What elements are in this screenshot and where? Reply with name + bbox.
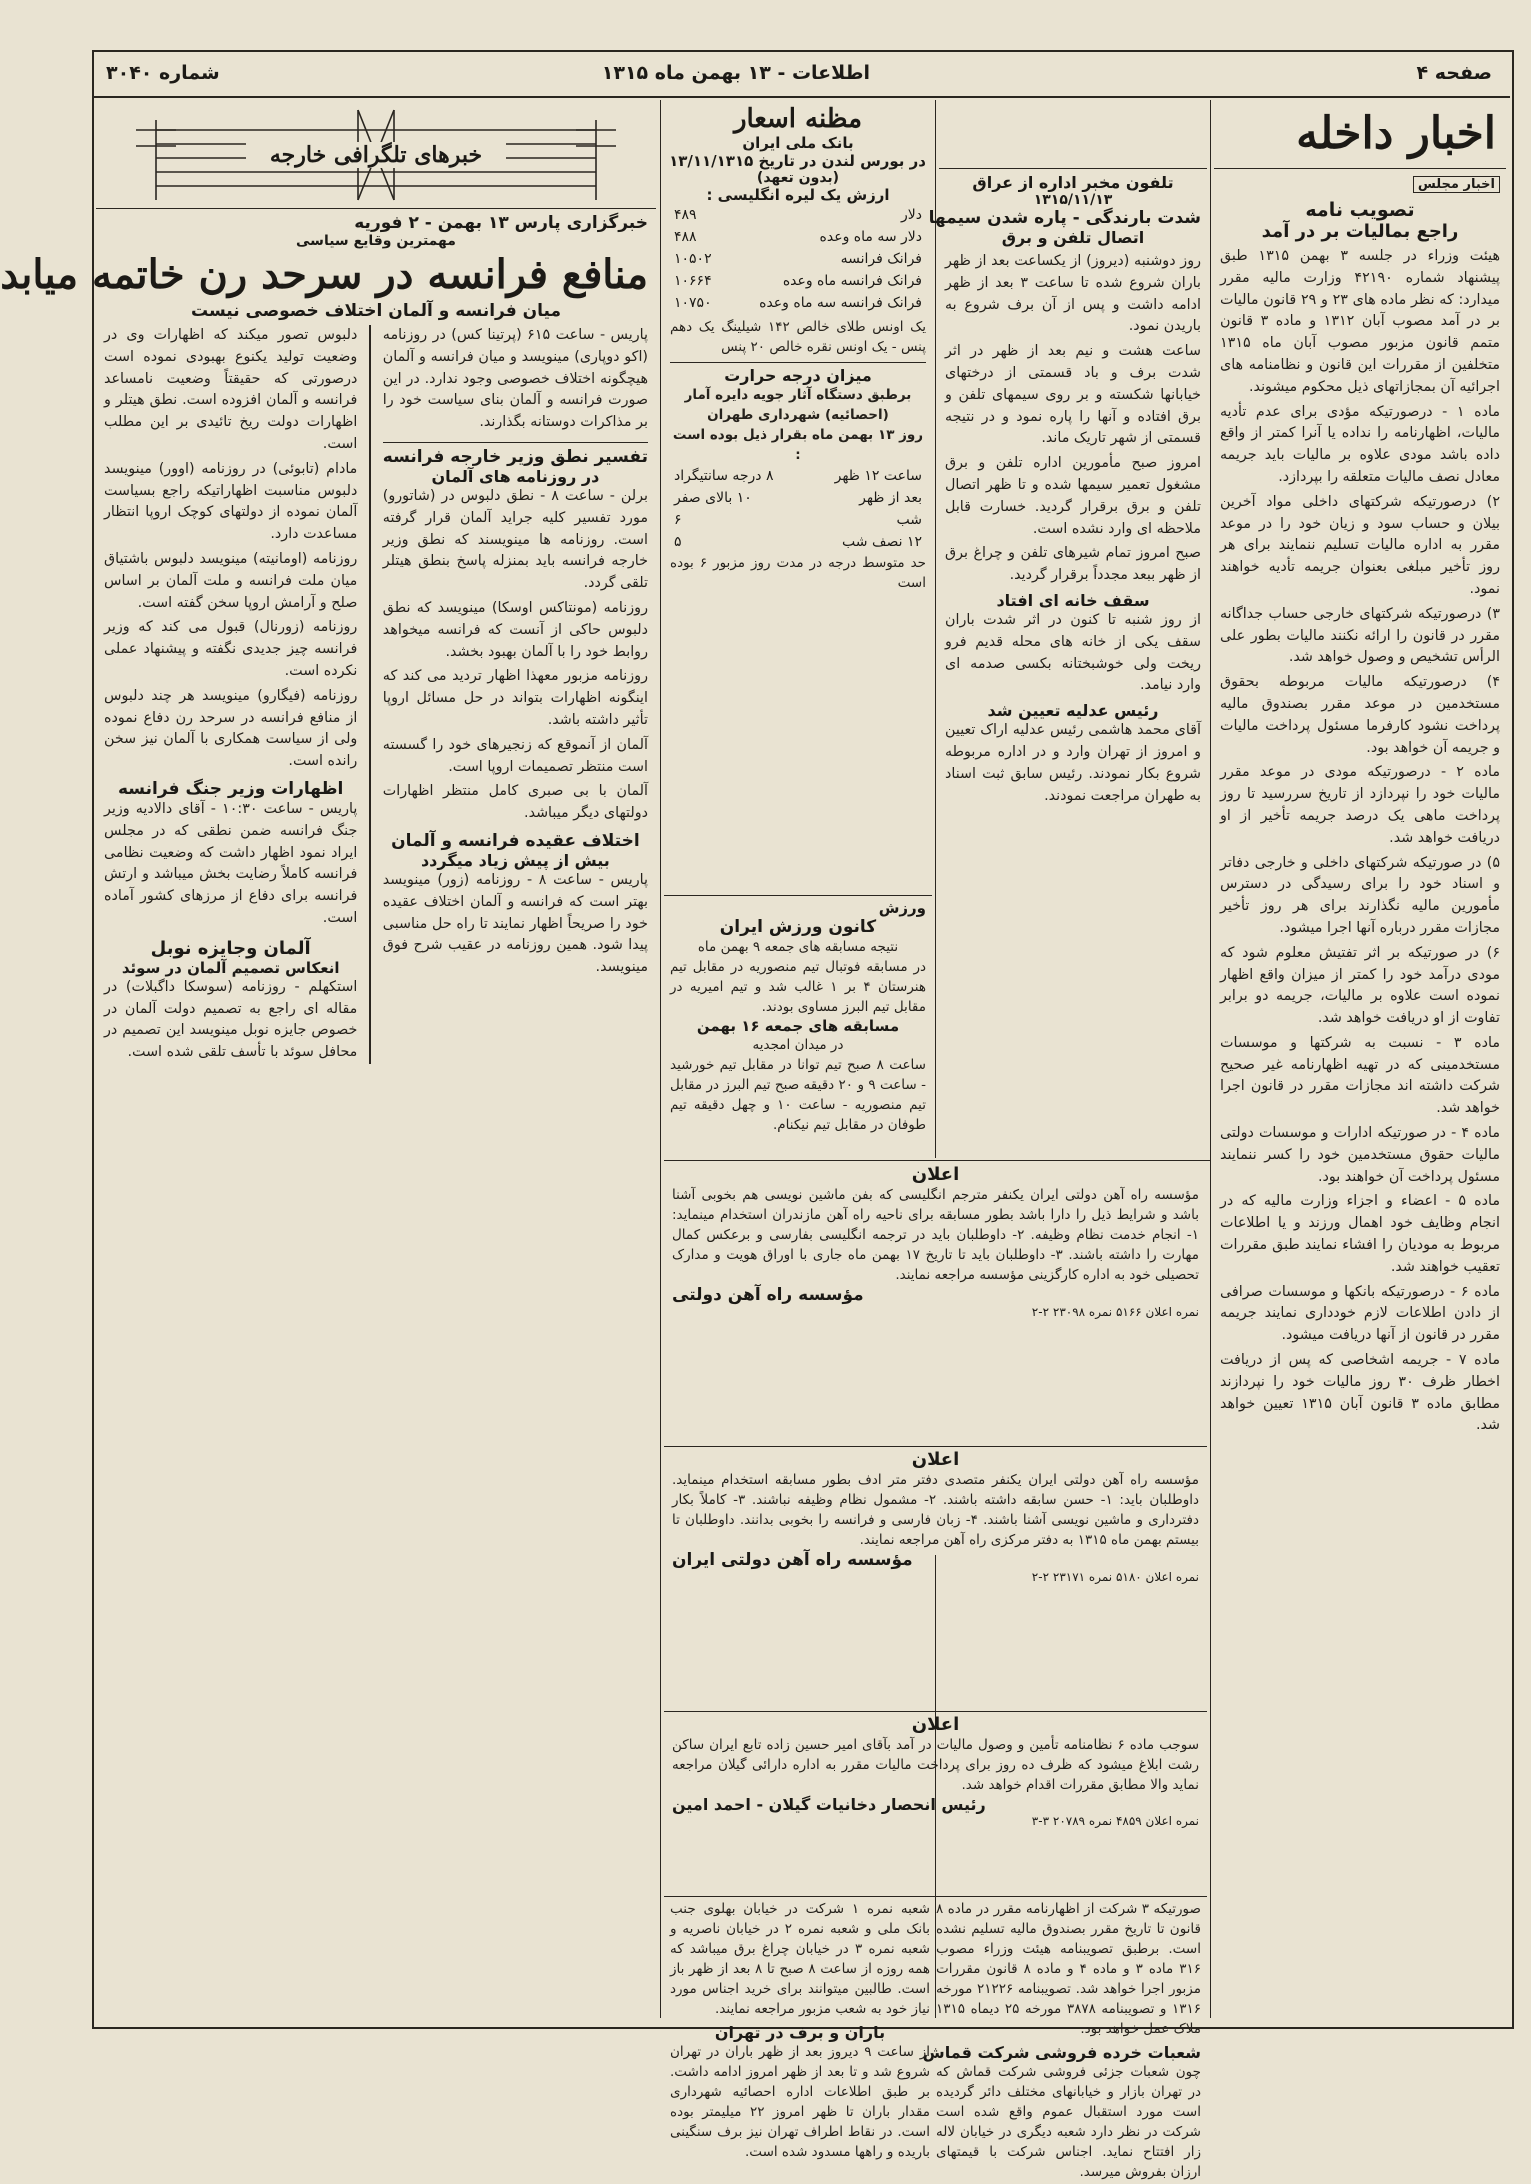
rate-label: فرانک فرانسه	[840, 251, 922, 267]
weather-time: بعد از ظهر	[859, 490, 922, 506]
foreign-paragraph: روزنامه (فیگارو) مینویسد هر چند دلبوس از منافع فرانسه در سرحد رن دفاع نموده ولی از سیاست همکاری با آلمان نیز سخن رانده است.	[104, 687, 358, 770]
rates-title: مظنه اسعار	[733, 104, 863, 134]
foreign-paragraph: آلمان با بی صبری کامل منتظر اظهارات دولتهای دیگر میباشد.	[382, 783, 648, 822]
foreign-paragraph: روزنامه (اومانیته) مینویسد دلبوس باشتیاق میان ملت فرانسه و ملت آلمان بر اساس صلح و آرامش اروپا سخن گفته است.	[104, 550, 358, 611]
iraq-paragraph: امروز صبح مأمورین اداره تلفن و برق مشغول تعمیر سیمها شده و تا ظهر اتصال تلفن و برق برقرار گردید. خسارت قابل ملاحظه ای وارد نشده است.	[945, 455, 1201, 537]
rate-label: فرانک فرانسه سه ماه وعده	[759, 295, 922, 311]
ad-5-text2: از ساعت ۹ دیروز بعد از ظهر باران در تهران شروع شد و تا بعد از ظهر امروز ادامه داشت. بر طبق اطلاعات اداره احصائیه شهرداری مقدار باران تا ظهر امروز ۲۲ میلیمتر بوده است. در نقاط اطراف تهران نیز برف سنگینی باریده و راهها مسدود شده است.	[670, 2044, 931, 2160]
foreign-body-3: پاریس - ساعت ۱۰:۳۰ - آقای دالادیه وزیر جنگ فرانسه ضمن نطقی که در مجلس ایراد نمود اظهار داشت که وضعیت نظامی فرانسه کاملاً رضایت بخش میباشد و ارتش فرانسه برای دفاع از مرزهای کشور آماده است.	[104, 800, 358, 926]
domestic-tag: اخبار مجلس	[1413, 176, 1500, 193]
law-paragraph: ۴) درصورتیکه مالیات مربوطه بحقوق مستخدمین در موعد مقرر بصندوق مالیه پرداخت نشود کارفرما مسئول پرداخت مالیات و جریمه آن خواهد بود.	[1220, 674, 1500, 756]
weather-value: ۵	[674, 534, 682, 550]
rates-sub2: در بورس لندن در تاریخ ۱۳/۱۱/۱۳۱۵	[669, 152, 926, 170]
foreign-kicker: مهمترین وقایع سیاسی	[296, 233, 456, 249]
foreign-paragraph: دلبوس تصور میکند که اظهارات وی در وضعیت تولید یکنوع بهبودی نموده است درصورتی که حقیقتاً وضعیت نامساعد فرانسه و آلمان افزوده است. نطق هیتلر و اظهارات دولت ریخ تائیدی بر این مطلب است.	[104, 327, 358, 452]
ad-3	[664, 1712, 1207, 1897]
ad-2-ref: نمره اعلان ۵۱۸۰ نمره ۲۳۱۷۱ ۲-۲	[1031, 1570, 1199, 1584]
foreign-paragraph: آلمان از آنموقع که زنجیرهای خود را گسسته است منتظر تصمیمات اروپا است.	[382, 736, 648, 775]
issue-number: شماره ۳۰۴۰	[106, 62, 220, 84]
law-paragraph: ماده ۶ - درصورتیکه بانکها و موسسات صرافی از دادن اطلاعات لازم خودداری نمایند جریمه مقرر در قانون از آنها دریافت میشود.	[1220, 1283, 1500, 1344]
law-paragraph: ماده ۲ - درصورتیکه مودی در موعد مقرر مالیات خود را نپردازد از تاریخ سررسید تا روز پرداخت ماهی یک درصد جریمه تأخیر از او دریافت خواهد شد.	[1220, 764, 1500, 846]
page-label: صفحه ۴	[1416, 62, 1492, 84]
weather-sub2: روز ۱۳ بهمن ماه بقرار ذیل بوده است :	[672, 427, 924, 463]
foreign-body-2	[383, 486, 648, 825]
foreign-paragraph: روزنامه (مونتاکس اوسکا) مینویسد که نطق دلبوس حاکی از آنست که فرانسه میخواهد روابط خود را با آلمان بهبود بخشد.	[382, 599, 648, 660]
iraq-paragraph: صبح امروز تمام شیرهای تلفن و چراغ برق از ظهر ببعد مجدداً برقرار گردید.	[945, 545, 1201, 584]
telegraph-banner	[96, 100, 656, 209]
iraq-date: ۱۳۱۵/۱۱/۱۳	[1033, 192, 1113, 208]
ad-5-text: شعبه نمره ۱ شرکت در خیابان بهلوی جنب بانک ملی و شعبه نمره ۲ در خیابان ناصریه و شعبه نمره ۳ در خیابان چراغ برق میباشد که همه روزه از ساعت ۸ صبح تا ۸ بعد از ظهر باز است. طالبین میتوانند برای خرید اجناس مورد نیاز خود به شعب مزبور مراجعه نمایند.	[670, 1901, 931, 2017]
sport-sub2: مسابقه های جمعه ۱۶ بهمن	[696, 1017, 900, 1035]
weather-row	[670, 509, 926, 531]
iraq-paragraph: ساعت هشت و نیم بعد از ظهر در اثر شدت برف و باد قسمتی از درختهای خیابانها شکسته و بر روی سیمهای تلفن و برق افتاده و آنها را پاره نمود و در نتیجه قسمتی از شهر تاریک ماند.	[945, 343, 1201, 447]
ad-2-head: اعلان	[911, 1449, 960, 1470]
weather-row	[670, 487, 926, 509]
rate-value: ۱۰۷۵۰	[674, 295, 712, 311]
weather-note: حد متوسط درجه در مدت روز مزبور ۶ بوده است	[670, 555, 926, 591]
foreign-lead: پاریس - ساعت ۶۱۵ (پرتینا کس) در روزنامه (اکو دوپاری) مینویسد و میان فرانسه و آلمان هیچگونه اختلاف خصوصی وجود ندارد. در این صورت فرانسه و آلمان بنای سیاست خود را بر مذاکرات دوستانه بگذارند.	[382, 327, 648, 431]
column-rule	[1210, 100, 1211, 2018]
foreign-subhead-3: اظهارات وزیر جنگ فرانسه	[118, 778, 344, 799]
ad-1-head: اعلان	[911, 1164, 960, 1185]
weather-table	[670, 465, 926, 553]
ad-3-footer: رئیس انحصار دخانیات گیلان - احمد امین	[672, 1795, 986, 1814]
ad-3-body: سوجب ماده ۶ نظامنامه تأمین و وصول مالیات در آمد بآقای امیر حسین زاده تابع ایران ساکن رشت ابلاغ میشود که ظرف ده روز برای پرداخت مالیات مقرر به اداره دارائی گیلان مراجعه نماید والا مطابق مقررات اقدام خواهد شد.	[672, 1737, 1200, 1793]
ad-1-ref: نمره اعلان ۵۱۶۶ نمره ۲۳۰۹۸ ۲-۲	[1031, 1305, 1199, 1319]
ad-2-footer: مؤسسه راه آهن دولتی ایران	[672, 1550, 913, 1570]
foreign-paragraph: روزنامه مزبور معهذا اظهار تردید می کند که اینگونه اظهارات بتواند در حل مسائل اروپا تأثیر داشته باشد.	[382, 668, 648, 728]
iraq-head: تلفون مخبر اداره از عراق	[972, 173, 1174, 192]
weather-time: ۱۲ نصف شب	[842, 534, 922, 550]
agency-line: خبرگزاری پارس ۱۳ بهمن - ۲ فوریه	[354, 213, 648, 233]
weather-time: شب	[896, 512, 922, 528]
gold-note: یک اونس طلای خالص ۱۴۲ شیلینگ یک دهم پنس - یک اونس نقره خالص ۲۰ پنس	[670, 319, 926, 355]
rate-value: ۱۰۶۶۴	[674, 273, 712, 289]
weather-row	[670, 531, 926, 553]
law-paragraph: ۵) در صورتیکه شرکتهای داخلی و خارجی دفاتر و اسناد خود را برای رسیدگی در دسترس مأمورین مالیه نگذارند برای هر روز تأخیر مجازات مقرر درباره آنها اجرا میشود.	[1220, 854, 1500, 936]
ad-3-head: اعلان	[911, 1714, 960, 1735]
ad-4-text: صورتیکه ۳ شرکت از اظهارنامه مقرر در ماده ۸ قانون تا تاریخ مقرر بصندوق مالیه تسلیم نشده است. برطبق تصویبنامه هیئت وزراء مصوب ۳۱۶ ماده ۳ و ماده ۴ و ماده ۸ قانون مقررات مزبور اجرا خواهد شد. تصویبنامه ۲۱۲۲۶ مورخه ۱۳۱۶ و تصویبنامه ۳۸۷۸ مورخه ۲۵ دیماه ۱۳۱۵ ملاک عمل خواهد بود.	[936, 1901, 1202, 2037]
rate-label: دلار	[901, 207, 922, 223]
foreign-subhead-4b: انعکاس تصمیم آلمان در سوئد	[121, 958, 340, 977]
law-title: تصویب نامه	[1305, 199, 1415, 221]
ad-2	[664, 1447, 1207, 1712]
foreign-subhead-5b: بیش از پیش زیاد میگردد	[420, 850, 610, 870]
domestic-title: اخبار داخله	[1296, 108, 1496, 159]
rates-sub3: (بدون تعهد)	[756, 170, 840, 186]
ad-5	[664, 1897, 936, 2164]
iraq-sec2-body: از روز شنبه تا کنون در اثر شدت باران سقف یکی از خانه های محله قدیم فرو ریخت ولی خوشبختانه بکسی صدمه ای وارد نیامد.	[945, 611, 1201, 694]
foreign-paragraph: مادام (تابوئی) در روزنامه (اوور) مینویسد دلبوس مناسبت اظهاراتیکه راجع بسیاست آلمان نموده از دولتهای کوچک اروپا انتظار مساعدت دارد.	[104, 460, 358, 543]
telegraph-banner-text: خبرهای تلگرافی خارجه	[246, 142, 506, 168]
law-paragraph: ۲) درصورتیکه شرکتهای داخلی مواد آخرین بیلان و حساب سود و زیان خود را در موعد مقرر به اداره مالیات تسلیم ننمایند برای هر روز تأخیر مبلغی بعنوان جریمه تأدیه خواهند نمود.	[1220, 493, 1500, 597]
foreign-main-head: منافع فرانسه در سرحد رن خاتمه میابد	[0, 251, 648, 298]
ad-4-head2: شعبات خرده فروشی شرکت قماش	[922, 2043, 1201, 2062]
rates-column	[664, 100, 932, 888]
foreign-paragraph: برلن - ساعت ۸ - نطق دلبوس در (شاتورو) مورد تفسیر کلیه جراید آلمان قرار گرفته است. روزنامه ها مینویسند که نطق وزیر خارجه فرانسه باید بمنزله پاسخ بنطق هیتلر تلقی گردد.	[382, 487, 648, 592]
law-paragraph: ۶) در صورتیکه بر اثر تفتیش معلوم شود که مودی درآمد خود را کمتر از میزان واقع اظهار نموده است علاوه بر مالیات، جریمه دو برابر تفاوت از او دریافت خواهد شد.	[1220, 944, 1500, 1027]
rate-row	[670, 248, 926, 270]
foreign-column	[0, 100, 656, 2018]
iraq-sec2-head: سقف خانه ای افتاد	[996, 590, 1150, 610]
iraq-sec3-body: آقای محمد هاشمی رئیس عدلیه اراک تعیین و امروز از تهران وارد و در اداره مربوطه شروع بکار نمودند. رئیس سابق ثبت اسناد به طهران مراجعت نمودند.	[945, 722, 1201, 804]
ad-5-head2: باران و برف در تهران	[714, 2023, 886, 2042]
masthead-rule	[92, 96, 1510, 98]
section-rule	[664, 1160, 1210, 1161]
law-paragraph: ۳) درصورتیکه شرکتهای خارجی حساب جداگانه مقرر در قانون را ارائه نکنند مالیات بطور علی الرأس تشخیص و وصول خواهد شد.	[1220, 605, 1500, 666]
ad-4-text2: چون شعبات جزئی فروشی شرکت قماش که در تهران بازار و خیابانهای مختلف دائر گردیده است مورد استقبال عموم واقع شده است شرکت در نظر دارد شعبه دیگری در خیابان لاله زار افتتاح نماید. اجناس شرکت با قیمتهای ارزان بفروش میرسد.	[936, 2064, 1201, 2180]
sport-body: در مسابقه فوتبال تیم منصوریه در مقابل تیم هنرستان ۴ بر ۱ غالب شد و تیم امیریه در مقابل تیم البرز مساوی بودند.	[670, 959, 926, 1015]
ad-1-body: مؤسسه راه آهن دولتی ایران یکنفر مترجم انگلیسی که بفن ماشین نویسی هم بخوبی آشنا باشد و شرایط ذیل را دارا باشد بطور مسابقه برای ناحیه راه آهن مازندران استخدام مینماید: ۱- انجام خدمت نظام وظیفه. ۲- داوطلبان باید در ترجمه انگلیسی بفارسی و برعکس کمال مهارت را داشته باشند. ۳- داوطلبان باید تا تاریخ ۱۷ بهمن ماه جاری با اوراق هویت و مدارک تحصیلی خود به اداره کارگزینی مؤسسه مراجعه نمایند.	[672, 1187, 1199, 1283]
rate-row	[670, 292, 926, 314]
iraq-paragraph: روز دوشنبه (دیروز) از یکساعت بعد از ظهر باران شروع شده تا ساعت ۳ بعد از ظهر ادامه داشت و پس از آن برف شروع به باریدن نمود.	[945, 253, 1202, 335]
foreign-main-sub: میان فرانسه و آلمان اختلاف خصوصی نیست	[190, 301, 562, 321]
law-paragraph: ماده ۱ - درصورتیکه مؤدی برای عدم تأدیه مالیات، اظهارنامه را نداده یا آنرا کمتر از واقع داده باشد مودی علاوه بر مالیات باید جریمه معادل نصف مالیات متعلقه را بپردازد.	[1220, 403, 1500, 485]
sport-title: کانون ورزش ایران	[719, 917, 877, 937]
rate-value: ۴۸۹	[674, 207, 697, 223]
rate-value: ۱۰۵۰۲	[674, 251, 712, 267]
ad-1	[664, 1162, 1207, 1447]
foreign-body-5: پاریس - ساعت ۸ - روزنامه (زور) مینویسد بهتر است که فرانسه و آلمان اختلاف عقیده خود را صریحاً اظهار نمایند تا راه حل مناسبی پیدا شود. همین روزنامه در عقیب شرح فوق مینویسد.	[382, 871, 648, 976]
weather-value: ۸ درجه سانتیگراد	[674, 468, 774, 484]
paper-date: اطلاعات - ۱۳ بهمن ماه ۱۳۱۵	[601, 62, 870, 84]
foreign-subhead-2b: در روزنامه های آلمان	[431, 466, 600, 486]
sport-sub3: در میدان امجدیه	[752, 1037, 844, 1053]
foreign-paragraph: روزنامه (زورنال) قبول می کند که وزیر فرانسه چیز جدیدی نگفته و پیشنهاد عملی نکرده است.	[104, 619, 358, 679]
iraq-subhead: شدت بارندگی - پاره شدن سیمها	[928, 208, 1201, 228]
law-paragraph: ماده ۷ - جریمه اشخاصی که پس از دریافت اخطار ظرف ۳۰ روز مالیات خود را نپردازند مطابق ماده ۳ قانون آبان ۱۳۱۵ تعیین خواهد شد.	[1220, 1352, 1501, 1434]
sport-sub: نتیجه مسابقه های جمعه ۹ بهمن ماه	[697, 939, 899, 955]
foreign-subhead-2: تفسیر نطق وزیر خارجه فرانسه	[383, 442, 648, 467]
rate-label: فرانک فرانسه ماه وعده	[782, 273, 922, 289]
rates-sub4: ارزش یک لیره انگلیسی :	[706, 186, 890, 204]
law-subtitle: راجع بمالیات بر در آمد	[1261, 221, 1459, 242]
sport-body2: ساعت ۸ صبح تیم توانا در مقابل تیم خورشید - ساعت ۹ و ۲۰ دقیقه صبح تیم البرز در مقابل تیم منصوریه - ساعت ۱۰ و چهل دقیقه تیم طوفان در مقابل تیم نیکنام.	[670, 1057, 926, 1133]
foreign-subhead-5: اختلاف عقیده فرانسه و آلمان	[391, 830, 640, 851]
iraq-sec3-head: رئیس عدلیه تعیین شد	[987, 701, 1159, 721]
rate-row	[670, 204, 926, 226]
weather-value: ۶	[674, 512, 682, 528]
foreign-subhead-4: آلمان وجایزه نوبل	[150, 937, 311, 959]
iraq-subhead2: اتصال تلفن و برق	[1001, 228, 1145, 247]
ad-1-footer: مؤسسه راه آهن دولتی	[672, 1285, 864, 1305]
ad-3-ref: نمره اعلان ۴۸۵۹ نمره ۲۰۷۸۹ ۳-۳	[1031, 1814, 1199, 1828]
law-paragraph: ماده ۵ - اعضاء و اجزاء وزارت مالیه که در انجام وظایف خود اهمال ورزند و یا اطلاعات مربوط به مودیان را افشاء نمایند طبق مقررات تعقیب خواهند شد.	[1220, 1193, 1501, 1275]
domestic-column	[1214, 100, 1506, 2018]
weather-value: ۱۰ بالای صفر	[674, 490, 752, 506]
ad-2-body: مؤسسه راه آهن دولتی ایران یکنفر متصدی دفتر متر ادف بطور مسابقه استخدام مینماید. داوطلبان باید: ۱- حسن سابقه داشته باشند. ۲- مشمول نظام وظیفه نباشند. ۳- کاملاً بکار دفترداری و ماشین نویسی آشنا باشند. ۴- زبان فارسی و فرانسه را بخوبی بدانند. داوطلبان تا بیستم بهمن ماه ۱۳۱۵ به دفتر مرکزی راه آهن مراجعه نمایند.	[672, 1472, 1200, 1548]
foreign-body-4: استکهلم - روزنامه (سوسکا داگبلات) در مقاله ای راجع به تصمیم دولت آلمان در خصوص جایزه نوبل مینویسد این تصمیم در محافل سوئد با تأسف تلقی شده است.	[104, 978, 358, 1061]
weather-time: ساعت ۱۲ ظهر	[834, 468, 922, 484]
column-rule	[935, 100, 936, 1158]
iraq-body	[945, 251, 1201, 587]
rate-row	[670, 270, 926, 292]
ad-4	[922, 1897, 1207, 2184]
law-paragraph: ماده ۳ - نسبت به شرکتها و موسسات مستخدمینی که در تهیه اظهارنامه غیر صحیح شرکت داشته اند مجازات مقرر در قانون اجرا خواهد شد.	[1220, 1034, 1500, 1117]
rate-row	[670, 226, 926, 248]
rates-sub1: بانک ملی ایران	[742, 134, 854, 152]
rate-value: ۴۸۸	[674, 229, 697, 245]
law-paragraph: هیئت وزراء در جلسه ۳ بهمن ۱۳۱۵ طبق پیشنهاد شماره ۴۲۱۹۰ وزارت مالیه مقرر میدارد: که نظر ماده های ۲۳ و ۲۹ قانون مالیات بر در آمد مصوب آبان ۱۳۱۲ و ماده ۳ قانون متمم قانون مزبور مصوب آبان ماه ۱۳۱۵ متخلفین از مقررات این قانون و نظامنامه های اجرائیه آن بمجازاتهای ذیل محکوم میشوند.	[1220, 248, 1500, 395]
weather-row	[670, 465, 926, 487]
weather-title: میزان درجه حرارت	[670, 362, 926, 385]
law-body	[1220, 246, 1500, 1437]
weather-sub: برطبق دستگاه آثار جویه دایره آمار (احصائیه) شهرداری طهران	[684, 387, 912, 423]
iraq-column	[928, 100, 1207, 1158]
rate-label: دلار سه ماه وعده	[819, 229, 922, 245]
masthead	[92, 58, 1510, 88]
ads-block	[664, 1162, 1207, 2180]
foreign-body	[104, 325, 357, 773]
rates-table	[670, 204, 926, 314]
column-rule	[660, 100, 661, 2018]
law-paragraph: ماده ۴ - در صورتیکه ادارات و موسسات دولتی مالیات حقوق مستخدمین خود را کسر ننمایند مسئول پرداخت آن خواهند بود.	[1220, 1125, 1500, 1185]
sport-head: ورزش	[878, 899, 926, 917]
sport-section	[664, 895, 932, 1133]
